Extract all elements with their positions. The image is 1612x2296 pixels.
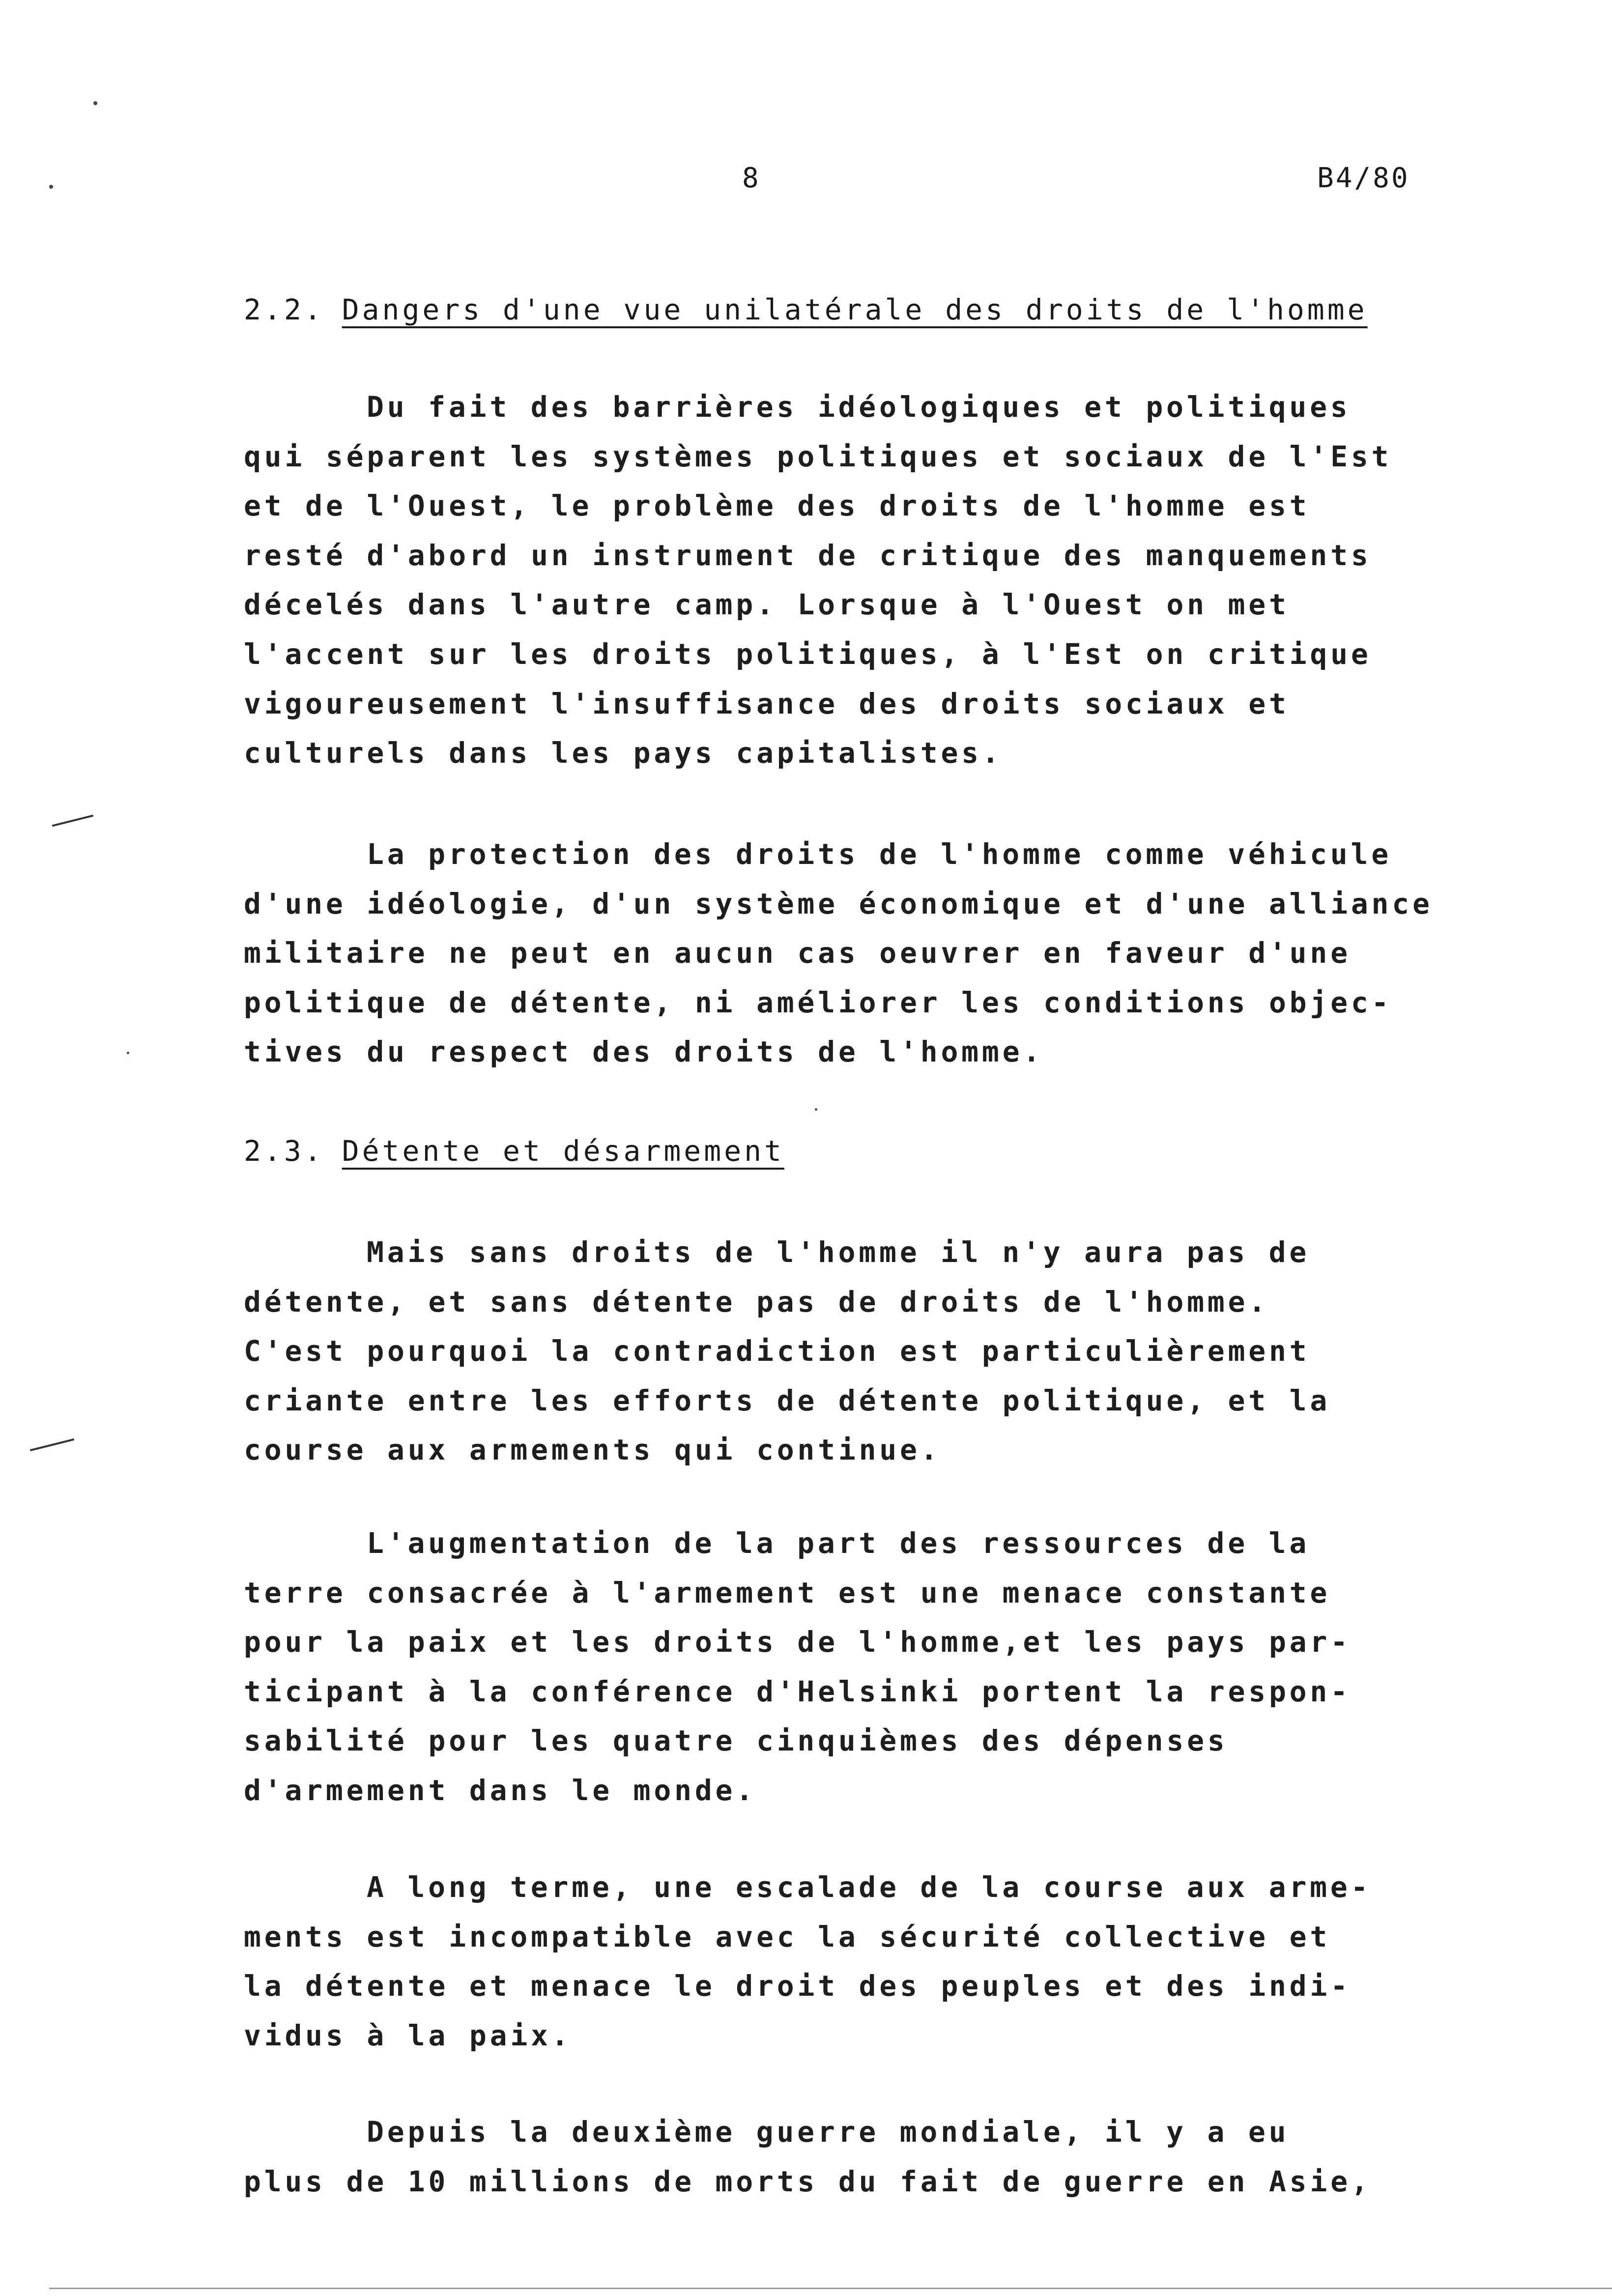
text-line: l'accent sur les droits politiques, à l'Est on critique xyxy=(244,637,1372,671)
paragraph xyxy=(244,830,1433,1077)
text-line: A long terme, une escalade de la course aux arme- xyxy=(367,1870,1372,1904)
text-line: course aux armements qui continue. xyxy=(244,1433,941,1467)
text-line: la détente et menace le droit des peuples et des indi- xyxy=(244,1969,1351,2003)
page-number: 8 xyxy=(742,162,760,194)
scan-mark xyxy=(30,1438,74,1451)
text-line: C'est pourquoi la contradiction est particulièrement xyxy=(244,1334,1310,1368)
text-line: politique de détente, ni améliorer les conditions objec- xyxy=(244,985,1392,1019)
text-line: criante entre les efforts de détente politique, et la xyxy=(244,1383,1331,1417)
scan-mark xyxy=(52,815,93,827)
page-bottom-edge xyxy=(49,2288,1612,2289)
scan-speck xyxy=(127,1052,129,1054)
text-line: militaire ne peut en aucun cas oeuvrer en faveur d'une xyxy=(244,936,1351,970)
text-line: pour la paix et les droits de l'homme,et les pays par- xyxy=(244,1625,1351,1659)
text-line: Mais sans droits de l'homme il n'y aura pas de xyxy=(367,1235,1310,1269)
scan-speck xyxy=(49,185,53,189)
section-heading xyxy=(244,1134,784,1168)
text-line: La protection des droits de l'homme comme véhicule xyxy=(367,837,1392,871)
text-line: d'armement dans le monde. xyxy=(244,1773,756,1807)
text-line: culturels dans les pays capitalistes. xyxy=(244,736,1003,770)
text-line: Du fait des barrières idéologiques et politiques xyxy=(367,390,1351,424)
scan-speck xyxy=(815,1108,817,1111)
text-line: vidus à la paix. xyxy=(244,2018,572,2052)
text-line: et de l'Ouest, le problème des droits de l'homme est xyxy=(244,489,1310,523)
section-number: 2.2. xyxy=(244,293,324,326)
text-line: ticipant à la conférence d'Helsinki portent la respon- xyxy=(244,1674,1351,1708)
text-line: sabilité pour les quatre cinquièmes des dépenses xyxy=(244,1724,1228,1758)
paragraph xyxy=(244,1519,1351,1815)
text-line: resté d'abord un instrument de critique des manquements xyxy=(244,538,1372,572)
section-title: Détente et désarmement xyxy=(342,1134,784,1168)
text-line: terre consacrée à l'armement est une menace constante xyxy=(244,1576,1331,1609)
document-reference: B4/80 xyxy=(1317,162,1410,194)
scan-speck xyxy=(93,101,97,105)
section-title: Dangers d'une vue unilatérale des droits de l'homme xyxy=(342,293,1368,326)
text-line: qui séparent les systèmes politiques et sociaux de l'Est xyxy=(244,439,1392,473)
text-line: vigoureusement l'insuffisance des droits sociaux et xyxy=(244,687,1290,720)
paragraph xyxy=(244,382,1392,778)
text-line: plus de 10 millions de morts du fait de guerre en Asie, xyxy=(244,2164,1372,2198)
text-line: tives du respect des droits de l'homme. xyxy=(244,1035,1044,1069)
paragraph xyxy=(244,2107,1372,2206)
section-heading xyxy=(244,293,1368,326)
text-line: détente, et sans détente pas de droits de l'homme. xyxy=(244,1285,1269,1319)
text-line: d'une idéologie, d'un système économique et d'une alliance xyxy=(244,887,1433,920)
section-number: 2.3. xyxy=(244,1134,324,1168)
paragraph xyxy=(244,1863,1371,2060)
text-line: Depuis la deuxième guerre mondiale, il y a eu xyxy=(367,2115,1290,2149)
text-line: L'augmentation de la part des ressources de la xyxy=(367,1526,1310,1560)
paragraph xyxy=(244,1228,1330,1475)
text-line: décelés dans l'autre camp. Lorsque à l'Ouest on met xyxy=(244,588,1290,622)
text-line: ments est incompatible avec la sécurité collective et xyxy=(244,1920,1331,1953)
